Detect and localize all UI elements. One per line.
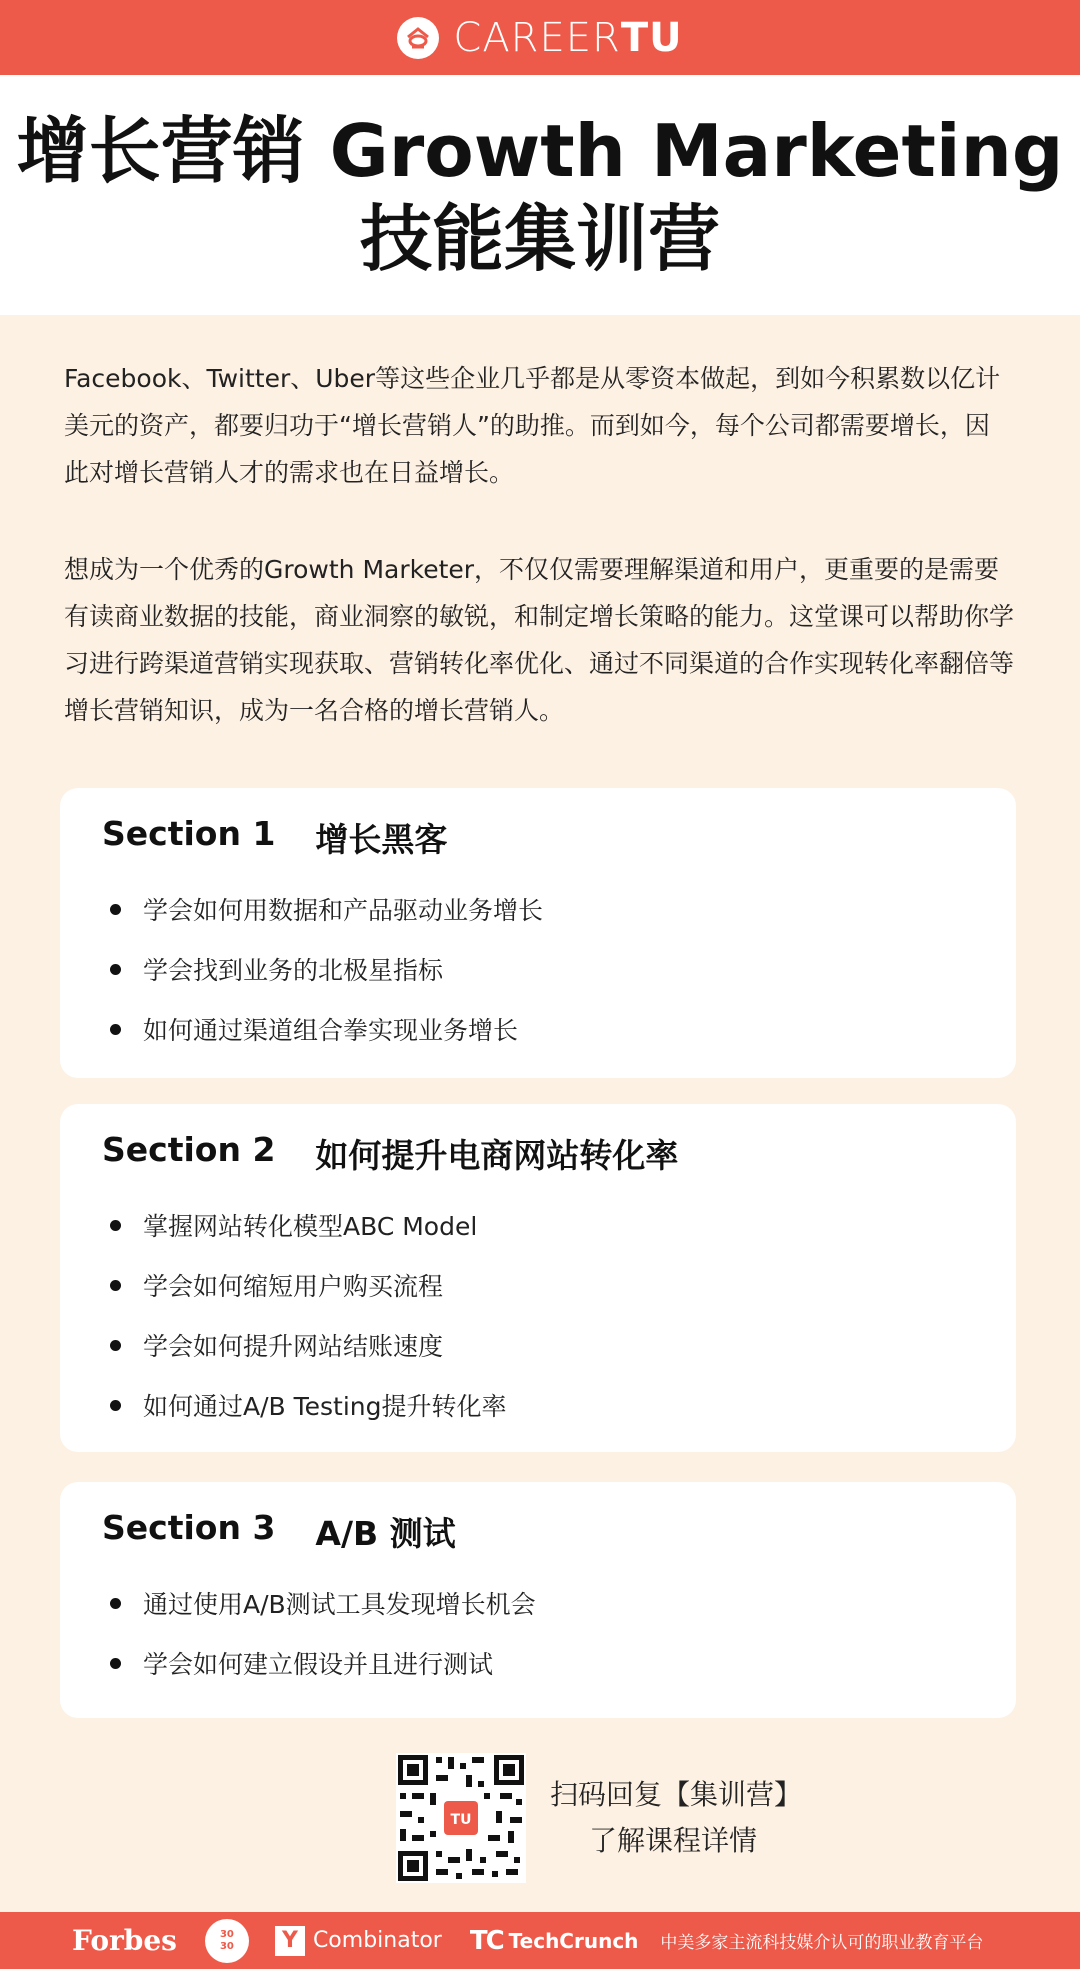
list-item-text: 学会如何用数据和产品驱动业务增长 (143, 896, 544, 925)
bullet-icon (110, 964, 121, 975)
bullet-icon (110, 1598, 121, 1609)
techcrunch-text: TechCrunch (508, 1928, 639, 1953)
forbes-30-under-30-badge (205, 1919, 249, 1963)
bullet-icon (110, 1024, 121, 1035)
bullet-icon (110, 1280, 121, 1291)
top-bar (0, 0, 1080, 75)
bullet-icon (110, 1220, 121, 1231)
brand-name (453, 15, 682, 61)
section-card-1 (60, 788, 1016, 1078)
list-item (102, 1573, 976, 1633)
list-item-text: 学会找到业务的北极星指标 (143, 956, 444, 985)
badge-bottom: 30 (219, 1940, 234, 1952)
page-title-line-1: 增长营销 Growth Marketing (16, 109, 1064, 193)
forbes-logo: Forbes (72, 1924, 177, 1957)
list-item (102, 1255, 976, 1315)
section-title: 如何提升电商网站转化率 (315, 1136, 679, 1175)
list-item-text: 如何通过A/B Testing提升转化率 (143, 1392, 507, 1421)
section-label: Section 3 (102, 1508, 276, 1547)
list-item (102, 939, 976, 999)
section-title: A/B 测试 (315, 1514, 456, 1553)
list-item (102, 1315, 976, 1375)
intro-text (64, 355, 1014, 784)
bullet-icon (110, 1400, 121, 1411)
list-item-text: 学会如何建立假设并且进行测试 (143, 1650, 494, 1679)
list-item-text: 掌握网站转化模型ABC Model (143, 1212, 478, 1241)
qr-caption (550, 1772, 803, 1864)
section-title: 增长黑客 (315, 820, 448, 859)
badge-top: 30 (219, 1928, 234, 1940)
brand-name-bold: TU (620, 14, 683, 61)
qr-caption-line-1: 扫码回复【集训营】 (550, 1778, 803, 1811)
title-area (0, 75, 1080, 315)
page-title-line-2: 技能集训营 (359, 197, 720, 281)
bullet-icon (110, 904, 121, 915)
list-item-text: 学会如何缩短用户购买流程 (143, 1272, 444, 1301)
techcrunch-logo-icon: TC (469, 1925, 503, 1956)
list-item (102, 999, 976, 1059)
qr-code-icon[interactable] (396, 1753, 526, 1883)
y-combinator-text: Combinator (312, 1928, 442, 1953)
footer-bar (0, 1912, 1080, 1969)
bullet-icon (110, 1340, 121, 1351)
list-item-text: 学会如何提升网站结账速度 (143, 1332, 444, 1361)
qr-center-logo: TU (450, 1812, 472, 1828)
section-heading (102, 814, 976, 861)
list-item (102, 1633, 976, 1693)
list-item-text: 通过使用A/B测试工具发现增长机会 (143, 1590, 536, 1619)
list-item-text: 如何通过渠道组合拳实现业务增长 (143, 1016, 519, 1045)
careertu-logo-icon (397, 17, 439, 59)
qr-section (396, 1748, 803, 1888)
bullet-icon (110, 1658, 121, 1669)
section-heading (102, 1130, 976, 1177)
list-item (102, 879, 976, 939)
y-combinator-logo-icon: Y (275, 1926, 305, 1956)
brand-name-light: CAREER (453, 14, 621, 61)
footer-slogan: 中美多家主流科技媒介认可的职业教育平台 (660, 1933, 984, 1953)
section-label: Section 2 (102, 1130, 276, 1169)
section-card-2 (60, 1104, 1016, 1452)
list-item (102, 1195, 976, 1255)
list-item (102, 1375, 976, 1435)
intro-paragraph-1: Facebook、Twitter、Uber等这些企业几乎都是从零资本做起，到如今积累数以亿计美元的资产，都要归功于“增长营销人”的助推。而到如今，每个公司都需要增长，因此对增长营销人才的需求也在日益增长。 (64, 364, 1001, 487)
intro-paragraph-2: 想成为一个优秀的Growth Marketer，不仅仅需要理解渠道和用户，更重要的是需要有读商业数据的技能，商业洞察的敏锐，和制定增长策略的能力。这堂课可以帮助你学习进行跨渠道营销实现获取、营销转化率优化、通过不同渠道的合作实现转化率翻倍等增长营销知识，成为一名合格的增长营销人。 (64, 555, 1015, 725)
section-card-3 (60, 1482, 1016, 1718)
qr-caption-line-2: 了解课程详情 (588, 1824, 757, 1857)
section-heading (102, 1508, 976, 1555)
section-label: Section 1 (102, 814, 276, 853)
